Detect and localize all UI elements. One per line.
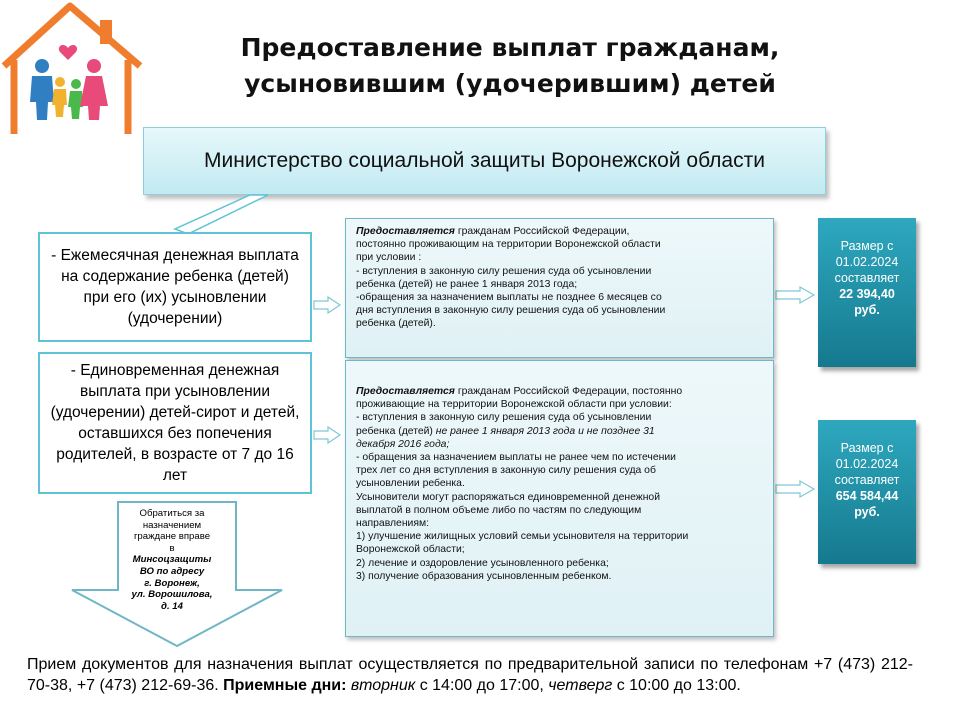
cond2-lead: Предоставляется [356, 386, 455, 397]
amount-monthly: Размер с 01.02.2024 составляет 22 394,40 руб. [818, 218, 916, 367]
program-monthly-payment: - Ежемесячная денежная выплата на содержание ребенка (детей) при его (их) усыновлении (удочерении) [38, 232, 312, 342]
amount-monthly-value: 22 394,40 [839, 287, 895, 301]
conditions-monthly: Предоставляется гражданам Российской Федерации, постоянно проживающим на территории Воронежской области при условии : - вступления в законную силу решения суда об усыновлении ребенка (детей) не ранее 1 января 2013 года; -обращения за назначением выплаты не позднее 6 месяцев со дня вступления в законную силу решения суда об усыновлении ребенка (детей). [345, 218, 774, 358]
ministry-banner: Министерство социальной защиты Воронежской области [143, 127, 826, 195]
arrow-cond1-to-amount1 [776, 287, 814, 303]
reception-days-label: Приемные дни: [223, 677, 347, 694]
arrow-cond2-to-amount2 [776, 481, 814, 497]
arrow-prog1-to-cond1 [314, 297, 340, 313]
title-line-1: Предоставление выплат гражданам, [240, 33, 780, 62]
address-note: Обратиться за назначением граждане вправе в Минсоцзащиты ВО по адресу г. Воронеж, ул. Ворошилова, д. 14 [131, 508, 213, 612]
arrow-prog2-to-cond2 [314, 427, 340, 443]
amount-lump-sum: Размер с 01.02.2024 составляет 654 584,44 руб. [818, 420, 916, 564]
title-line-2: усыновившим (удочерившим) детей [244, 69, 776, 98]
reception-info: Прием документов для назначения выплат осуществляется по предварительной записи по телефонам +7 (473) 212-70-38, +7 (473) 212-69-36. Приемные дни: вторник с 14:00 до 17:00, четверг с 10:00 до 13:00. [27, 656, 913, 694]
page-title [170, 30, 850, 102]
amount-lump-sum-value: 654 584,44 [835, 489, 899, 503]
conditions-lump-sum: Предоставляется гражданам Российской Федерации, постоянно проживающие на территории Воронежской области при условии: - вступления в законную силу решения суда об усыновлении ребенка (детей) не ранее 1 января 2013 года и не позднее 31 декабря 2016 года; - обращения за назначением выплаты не ранее чем по истечении трех лет со дня вступления в законную силу решения суда об усыновлении ребенка. Усыновители могут распоряжаться единовременной денежной выплатой в полном объеме либо по частям по следующим направлениям: 1) улучшение жилищных условий семьи усыновителя на территории Воронежской области; 2) лечение и оздоровление усыновленного ребенка; 3) получение образования усыновленным ребенком. [345, 360, 774, 637]
cond1-lead: Предоставляется [356, 226, 455, 237]
ministry-pointer-arrow [175, 195, 268, 234]
program-lump-sum-payment: - Единовременная денежная выплата при усыновлении (удочерении) детей-сирот и детей, оставшихся без попечения родителей, в возрасте от 7 до 16 лет [38, 352, 312, 494]
family-house-logo-icon [0, 0, 150, 140]
